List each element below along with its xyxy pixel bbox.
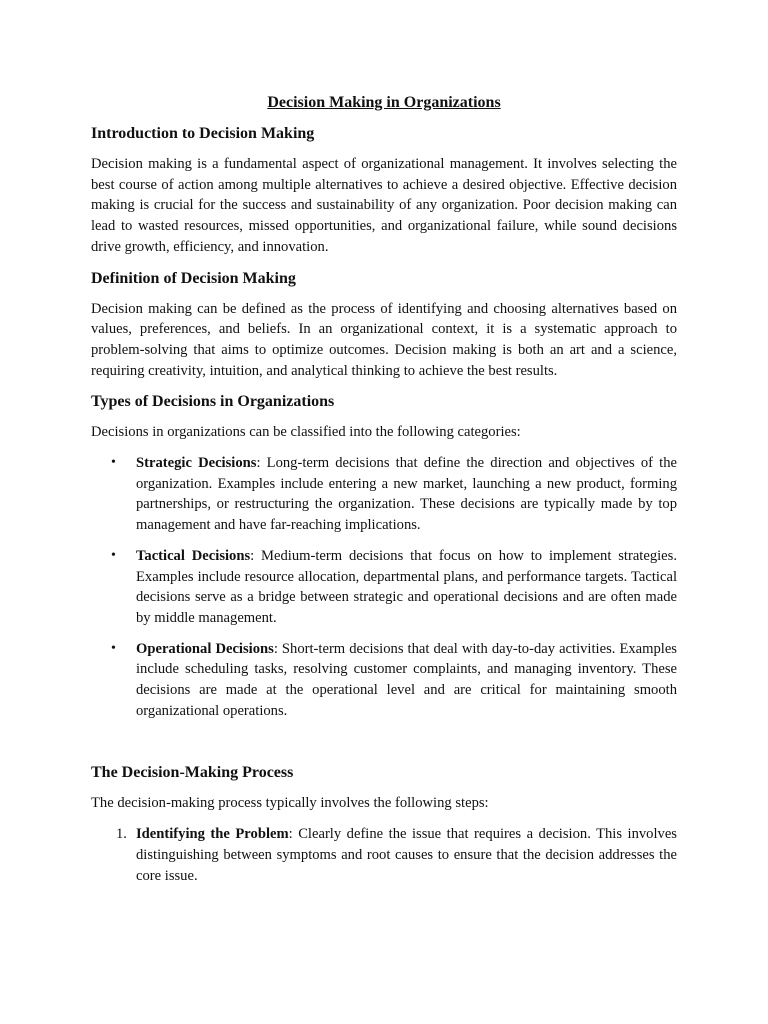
process-steps-list	[91, 824, 677, 886]
step-number: 1.	[116, 826, 127, 843]
list-item-text: : Clearly define the issue that requires a decision. This involves distinguishing between symptoms and root causes to ensure that the decision addresses the core issue.	[136, 826, 677, 884]
section-heading-introduction: Introduction to Decision Making	[91, 125, 315, 142]
list-item-operational	[91, 639, 677, 722]
section-heading-definition: Definition of Decision Making	[91, 269, 296, 287]
document-page	[91, 92, 677, 896]
list-item-text: : Short-term decisions that deal with day-to-day activities. Examples include scheduling tasks, resolving customer complaints, and managing inventory. These decisions are made at the operational level and are critical for maintaining smooth organizational operations.	[136, 640, 677, 719]
definition-paragraph: Decision making can be defined as the process of identifying and choosing alternatives based on values, preferences, and beliefs. In an organizational context, it is a systematic approach to problem-solving that aims to optimize outcomes. Decision making is both an art and a science, requiring creativity, intuition, and analytical thinking to achieve the best results.	[91, 300, 677, 379]
list-item-term: Operational Decisions	[136, 640, 274, 657]
introduction-paragraph: Decision making is a fundamental aspect of organizational management. It involves selecting the best course of action among multiple alternatives to achieve a desired objective. Effective decision making is crucial for the success and sustainability of any organization. Poor decision making can lead to wasted resources, missed opportunities, and organizational failure, while sound decisions drive growth, efficiency, and innovation.	[91, 156, 677, 255]
bullet-icon: •	[111, 640, 116, 656]
section-heading-types: Types of Decisions in Organizations	[91, 393, 335, 411]
list-item-text: : Long-term decisions that define the direction and objectives of the organization. Examples include entering a new market, launching a new product, forming partnerships, or restructuring the organization. These decisions are typically made by top management and have far-reaching implications.	[136, 455, 677, 534]
bullet-icon: •	[111, 455, 116, 471]
list-item-term: Tactical Decisions	[136, 547, 251, 564]
list-item-strategic	[91, 453, 677, 536]
list-item-step-1	[91, 824, 677, 886]
bullet-icon: •	[111, 547, 116, 563]
list-item-tactical	[91, 546, 677, 629]
process-intro-paragraph: The decision-making process typically involves the following steps:	[91, 795, 489, 812]
types-intro-paragraph: Decisions in organizations can be classified into the following categories:	[91, 424, 521, 441]
list-item-term: Identifying the Problem	[136, 826, 289, 843]
list-item-text: : Medium-term decisions that focus on how to implement strategies. Examples include resource allocation, departmental plans, and performance targets. Tactical decisions serve as a bridge between strategic and operational decisions and are often made by middle management.	[136, 547, 677, 626]
section-spacer	[91, 731, 677, 762]
section-heading-process: The Decision-Making Process	[91, 764, 294, 782]
decision-types-list	[91, 453, 677, 721]
list-item-term: Strategic Decisions	[136, 455, 257, 472]
document-title: Decision Making in Organizations	[267, 94, 501, 111]
